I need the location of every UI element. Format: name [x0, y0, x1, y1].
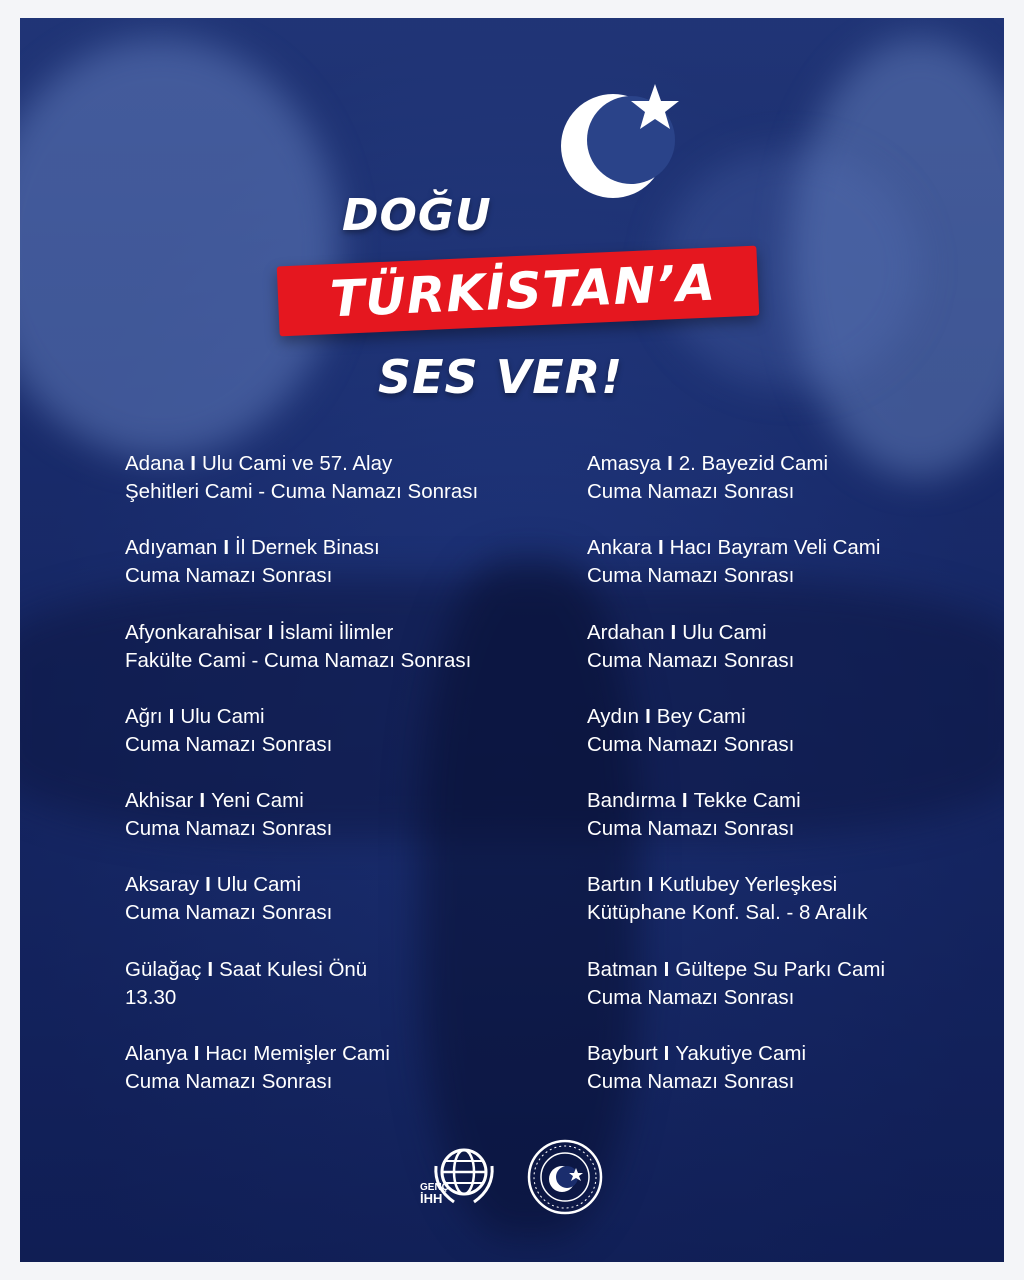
- separator: I: [199, 789, 206, 813]
- event-detail: 13.30: [125, 985, 177, 1009]
- separator: I: [645, 704, 651, 728]
- separator: I: [663, 957, 670, 981]
- list-item: [587, 534, 987, 618]
- venue-name: Hacı Memişler Cami: [205, 1042, 390, 1066]
- dogu-turkistan-logo: [526, 1138, 604, 1216]
- list-item: [125, 871, 525, 955]
- list-item: [587, 619, 987, 703]
- venue-name: Ulu Cami: [180, 704, 265, 728]
- city-name: Bayburt: [587, 1042, 658, 1066]
- list-item: [125, 956, 525, 1040]
- title-line-3: SES VER!: [378, 350, 624, 404]
- venue-name: Tekke Cami: [693, 789, 801, 813]
- venue-name: İslami İlimler: [279, 620, 394, 644]
- separator: I: [647, 873, 654, 897]
- right-column: [587, 450, 987, 1124]
- event-detail: Cuma Namazı Sonrası: [587, 985, 795, 1009]
- event-detail: Şehitleri Cami - Cuma Namazı Sonrası: [125, 480, 479, 503]
- list-item: [587, 871, 987, 955]
- city-name: Akhisar: [125, 789, 194, 813]
- venue-name: İl Dernek Binası: [235, 536, 380, 560]
- venue-name: Ulu Cami: [682, 620, 767, 644]
- separator: I: [190, 452, 196, 475]
- separator: I: [207, 957, 214, 981]
- event-detail: Cuma Namazı Sonrası: [125, 817, 333, 841]
- venue-name: Saat Kulesi Önü: [219, 957, 368, 981]
- venue-name: Hacı Bayram Veli Cami: [669, 536, 881, 560]
- city-name: Bandırma: [587, 789, 676, 813]
- venue-name: Yakutiye Cami: [675, 1042, 806, 1066]
- city-name: Adıyaman: [125, 536, 218, 560]
- event-detail: Cuma Namazı Sonrası: [587, 648, 795, 672]
- city-name: Aksaray: [125, 873, 200, 897]
- venue-name: Yeni Cami: [211, 789, 304, 813]
- title-line-2: TÜRKİSTAN’A: [328, 253, 718, 329]
- crescent-star-icon: [555, 78, 685, 208]
- venue-name: Ulu Cami ve 57. Alay: [201, 452, 393, 475]
- logo-text-line-1: GENÇ: [420, 1182, 449, 1193]
- separator: I: [267, 620, 274, 644]
- venue-name: Bey Cami: [656, 704, 746, 728]
- event-detail: Cuma Namazı Sonrası: [587, 817, 795, 841]
- list-item: [125, 787, 525, 871]
- title-line-1: DOĞU: [342, 190, 492, 241]
- separator: I: [168, 704, 175, 728]
- separator: I: [657, 536, 664, 560]
- event-detail: Cuma Namazı Sonrası: [125, 732, 333, 756]
- separator: I: [223, 536, 230, 560]
- separator: I: [681, 789, 688, 813]
- crescent-star-seal-icon: [526, 1138, 604, 1216]
- list-item: [125, 450, 525, 534]
- separator: I: [667, 452, 673, 475]
- list-item: [125, 534, 525, 618]
- city-name: Afyonkarahisar: [125, 620, 262, 644]
- list-item: [587, 956, 987, 1040]
- event-detail: Fakülte Cami - Cuma Namazı Sonrası: [125, 648, 472, 672]
- separator: I: [193, 1042, 200, 1066]
- city-name: Ankara: [587, 536, 652, 560]
- genc-ihh-text: [420, 1182, 449, 1206]
- list-item: [125, 619, 525, 703]
- separator: I: [663, 1042, 670, 1066]
- logo-text-line-2: İHH: [420, 1191, 443, 1206]
- event-detail: Cuma Namazı Sonrası: [125, 564, 333, 588]
- city-name: Ardahan: [587, 620, 665, 644]
- city-name: Bartın: [587, 873, 642, 897]
- list-item: [587, 787, 987, 871]
- event-detail: Cuma Namazı Sonrası: [587, 564, 795, 588]
- city-name: Alanya: [125, 1042, 188, 1066]
- city-name: Batman: [587, 957, 658, 981]
- city-name: Adana: [125, 452, 185, 475]
- venue-name: Kutlubey Yerleşkesi: [659, 873, 838, 897]
- list-item: [125, 1040, 525, 1124]
- background-photo-left: [20, 38, 340, 458]
- logos: [420, 1136, 620, 1216]
- list-item: [587, 1040, 987, 1124]
- venue-name: Gültepe Su Parkı Cami: [675, 957, 886, 981]
- genc-ihh-logo: [420, 1136, 500, 1216]
- poster: [20, 18, 1004, 1262]
- event-detail: Cuma Namazı Sonrası: [587, 480, 795, 503]
- list-item: [587, 450, 987, 534]
- list-item: [587, 703, 987, 787]
- list-item: [125, 703, 525, 787]
- separator: I: [205, 873, 211, 897]
- city-name: Gülağaç: [125, 957, 202, 981]
- city-name: Aydın: [587, 704, 640, 728]
- event-detail: Cuma Namazı Sonrası: [125, 1070, 333, 1094]
- event-detail: Cuma Namazı Sonrası: [125, 901, 333, 925]
- event-detail: Cuma Namazı Sonrası: [587, 1070, 795, 1094]
- separator: I: [670, 620, 677, 644]
- city-name: Amasya: [587, 452, 662, 475]
- event-detail: Kütüphane Konf. Sal. - 8 Aralık: [587, 901, 868, 925]
- city-name: Ağrı: [125, 704, 163, 728]
- venue-name: 2. Bayezid Cami: [678, 452, 829, 475]
- event-detail: Cuma Namazı Sonrası: [587, 732, 795, 756]
- venue-name: Ulu Cami: [216, 873, 302, 897]
- left-column: [125, 450, 525, 1124]
